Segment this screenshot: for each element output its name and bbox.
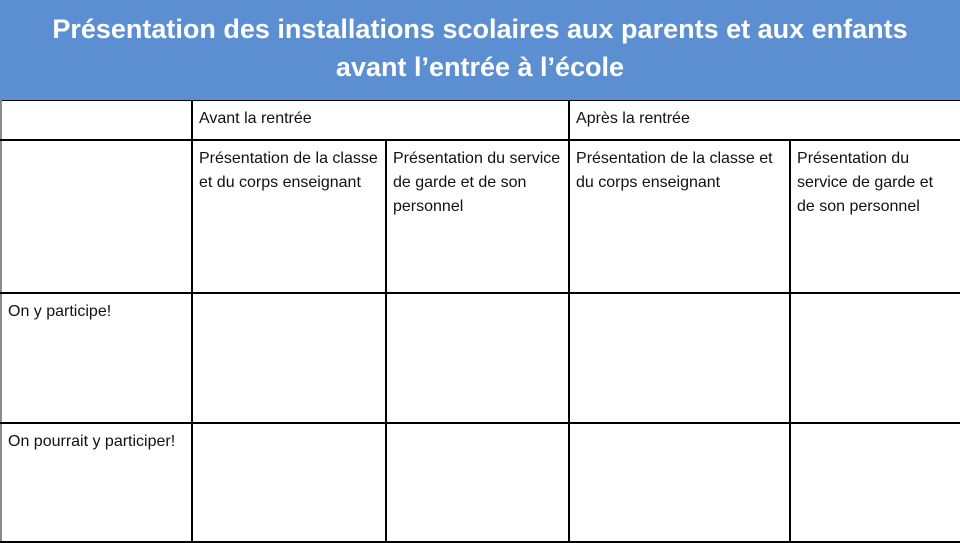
row-label-participe: On y participe! [1, 293, 192, 423]
title-banner [0, 0, 960, 101]
table-cell[interactable] [192, 423, 386, 542]
header-apres-rentree: Après la rentrée [569, 101, 960, 140]
corner-cell [1, 101, 192, 140]
page-title: Présentation des installations scolaires aux parents et aux enfants avant l’entrée à l’école [52, 14, 908, 82]
planning-table [0, 100, 960, 543]
table-cell[interactable] [386, 293, 569, 423]
header-avant-rentree: Avant la rentrée [192, 101, 569, 140]
subheader-row-label [1, 140, 192, 293]
table-cell[interactable] [192, 293, 386, 423]
subheader-apres-classe: Présentation de la classe et du corps enseignant [569, 140, 790, 293]
subheader-row [1, 140, 960, 293]
table-row [1, 423, 960, 542]
table-cell[interactable] [569, 293, 790, 423]
row-label-pourrait-participer: On pourrait y participer! [1, 423, 192, 542]
table-cell[interactable] [790, 293, 960, 423]
subheader-avant-classe: Présentation de la classe et du corps enseignant [192, 140, 386, 293]
header-row [1, 101, 960, 140]
subheader-avant-garde: Présentation du service de garde et de son personnel [386, 140, 569, 293]
subheader-apres-garde: Présentation du service de garde et de son personnel [790, 140, 960, 293]
table-row [1, 293, 960, 423]
table-cell[interactable] [790, 423, 960, 542]
table-cell[interactable] [569, 423, 790, 542]
table-cell[interactable] [386, 423, 569, 542]
